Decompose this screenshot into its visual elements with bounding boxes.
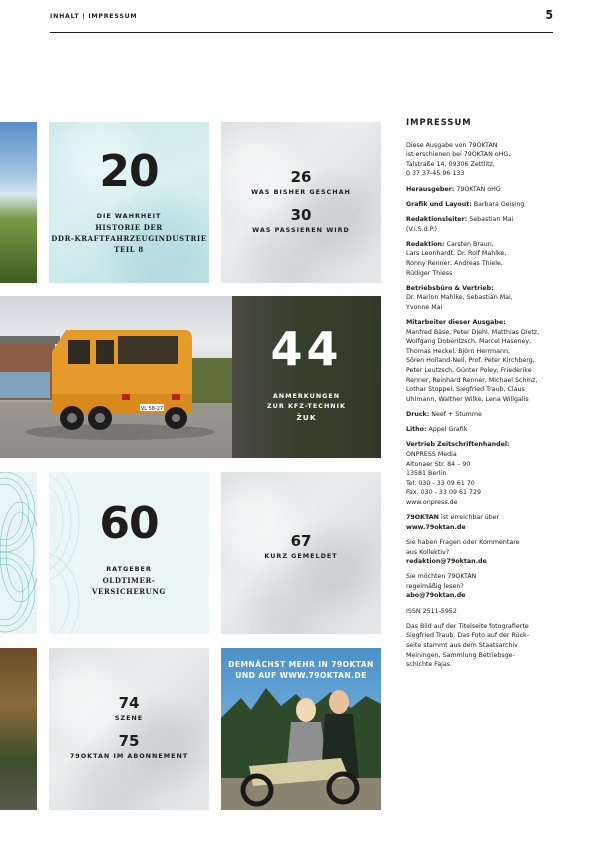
imp-label: Grafik und Layout: [406, 200, 472, 208]
imp-block-erreichbar [406, 513, 566, 532]
imp-line: (V.i.S.d.P.) [406, 225, 437, 233]
imp-line: Ronny Renner, Andreas Thiele, [406, 259, 503, 267]
imp-line: Sören Holland-Nell, Prof. Peter Kirchberg, [406, 357, 535, 365]
section-label: INHALT | IMPRESSUM [50, 13, 138, 20]
imp-block-litho [406, 425, 566, 435]
imp-block-issn [406, 607, 566, 617]
tile-title-line2: VERSICHERUNG [92, 587, 166, 596]
imp-line: Lars Leonhardt, Dr. Rolf Mahlke, [406, 250, 507, 258]
imp-block-fragen [406, 538, 566, 567]
imp-line: aus Kollektiv? [406, 548, 450, 556]
imp-line: Sie möchten 79OKTAN [406, 573, 477, 581]
imp-line: Talstraße 14, 09306 Zettlitz, [406, 160, 495, 168]
imp-line: Dr. Marion Mahlke, Sebastian Mai, [406, 294, 513, 302]
imp-line: Meiningen, Sammlung Betriebsge- [406, 651, 515, 659]
promo-line1: DEMNÄCHST MEHR IN 79OKTAN [228, 660, 374, 669]
imp-label: Redaktionsleiter: [406, 215, 468, 223]
imp-line: Siegfried Traub. Das Foto auf der Rück- [406, 632, 529, 640]
imp-line: Appel Grafik [426, 426, 468, 434]
imp-label: Mitarbeiter dieser Ausgabe: [406, 319, 506, 327]
imp-line: Diese Ausgabe von 79OKTAN [406, 141, 498, 149]
tile-line1: ANMERKUNGEN [272, 392, 341, 400]
promo-tile[interactable] [221, 648, 381, 810]
imp-line: Rüdiger Thiess [406, 269, 453, 277]
tile-label-26: WAS BISHER GESCHAH [251, 188, 351, 196]
imp-label: Vertrieb Zeitschriftenhandel: [406, 441, 510, 449]
imp-line: Fax. 030 - 33 09 61 729 [406, 489, 481, 497]
imp-line: Manfred Bäse, Peter Diehl, Matthias Dietz, [406, 328, 540, 336]
imp-line: Peter Leutzsch, Günter Poley, Friederike [406, 367, 532, 375]
tile-line2: ZUR KFZ-TECHNIK [267, 402, 346, 410]
tile-67-kurz-gemeldet[interactable] [221, 472, 381, 634]
impressum-column [406, 118, 566, 675]
imp-line: Das Bild auf der Titelseite fotografierte [406, 622, 529, 630]
tile-number-26: 26 [290, 168, 312, 186]
promo-line2: UND AUF WWW.79OKTAN.DE [235, 671, 367, 680]
imp-line: 0 37 37-45 96 133 [406, 170, 465, 178]
tile-label-74: SZENE [114, 714, 144, 722]
tile-number: 20 [99, 146, 159, 197]
tile-number-30: 30 [290, 206, 312, 224]
imp-block-redaktion [406, 240, 566, 278]
license-plate: VL 58-27 [140, 406, 164, 412]
imp-block-bildnachweis [406, 622, 566, 670]
imp-line: Neef + Stumme [429, 411, 482, 418]
imp-line: Carsten Braun, [444, 240, 494, 248]
imp-label: Herausgeber: [406, 185, 455, 193]
imp-line: ist erschienen bei 79OKTAN oHG, [406, 151, 511, 159]
imp-line: schichte Fajas. [406, 661, 453, 669]
website-link[interactable]: www.79oktan.de [406, 523, 466, 531]
imp-label: Druck: [406, 411, 430, 418]
imp-line: Sie haben Fragen oder Kommentare [406, 538, 520, 546]
imp-line: Wolfgang Doberitzsch, Marcel Haseney, [406, 338, 532, 346]
tile-zuk-photo[interactable] [0, 296, 232, 458]
tile-label-75: 79OKTAN IM ABONNEMENT [69, 752, 189, 760]
imp-label: Redaktion: [406, 240, 445, 248]
imp-line: Renner, Reinhard Renner, Michael Schinz, [406, 376, 538, 384]
imp-label: 79OKTAN [406, 514, 439, 522]
website-link[interactable]: www.onpress.de [406, 498, 458, 506]
imp-line: 13581 Berlin [406, 470, 447, 478]
imp-block-vertrieb [406, 284, 566, 313]
imp-block-druck [406, 410, 566, 420]
imp-line: Thomas Heckel, Björn Herrmann, [406, 347, 511, 355]
imp-line: Sebastian Mai [467, 215, 514, 223]
page-number: 5 [545, 8, 553, 22]
imp-line: ISSN 2511-5952 [406, 607, 457, 615]
tile-number: 67 [290, 532, 312, 550]
imp-label: Betriebsbüro & Vertrieb: [406, 284, 494, 292]
guilloche-pattern [0, 472, 37, 634]
imp-label: Litho: [406, 426, 427, 434]
tile-60-versicherung[interactable] [49, 472, 209, 634]
imp-block-redaktionsleiter [406, 215, 566, 234]
tile-44-zuk[interactable] [232, 296, 381, 458]
redaktion-email-link[interactable]: redaktion@79oktan.de [406, 558, 487, 566]
imp-line: Tel. 030 - 33 09 61 70 [406, 479, 475, 487]
impressum-title: IMPRESSUM [406, 117, 472, 127]
imp-block-herausgeber [406, 185, 566, 195]
imp-block-grafik [406, 200, 566, 210]
tile-title-line2: DDR-KRAFTFAHRZEUGINDUSTRIE [51, 234, 207, 243]
tile-guilloche-left[interactable] [0, 472, 37, 634]
imp-line: Lothar Stoppel, Siegfried Traub, Claus [406, 386, 525, 394]
imp-line: Altonaer Str. 84 – 90 [406, 460, 471, 468]
header-rule [50, 32, 553, 33]
imp-line: ist erreichbar über [438, 514, 500, 522]
tile-label: KURZ GEMELDET [264, 552, 338, 560]
tile-number-74: 74 [118, 694, 140, 712]
tile-line3: ŽUK [296, 413, 317, 422]
tile-label-30: WAS PASSIEREN WIRD [252, 226, 350, 234]
tile-kicker: DIE WAHRHEIT [96, 212, 162, 220]
guilloche-background [49, 472, 209, 634]
tile-kicker: RATGEBER [106, 565, 152, 573]
imp-line: Barbara Geising [471, 200, 525, 208]
tile-part: TEIL 8 [114, 245, 144, 254]
imp-block-zeitschriftenhandel [406, 440, 566, 507]
imp-block-abo [406, 572, 566, 601]
tile-number: 44 [270, 322, 343, 376]
imp-block-intro [406, 141, 566, 179]
tile-number: 60 [99, 498, 159, 549]
tile-20-historie[interactable] [49, 122, 209, 283]
abo-email-link[interactable]: abo@79oktan.de [406, 592, 466, 600]
tile-title-line1: HISTORIE DER [95, 223, 163, 232]
tile-number-75: 75 [118, 732, 140, 750]
imp-line: ONPRESS Media [406, 450, 457, 458]
imp-line: regelmäßig lesen? [406, 582, 464, 590]
tile-scene-left[interactable] [0, 648, 37, 810]
tile-landscape-left[interactable] [0, 122, 37, 283]
imp-line: 79OKTAN oHG [454, 185, 501, 193]
imp-line: Uhlmann, Walther Wilke, Lena Willgalis [406, 395, 529, 403]
imp-line: Yvonne Mai [406, 303, 443, 311]
imp-block-mitarbeiter [406, 318, 566, 404]
tile-74-75[interactable] [49, 648, 209, 810]
zuk-van-illustration [0, 296, 232, 458]
tile-26-30[interactable] [221, 122, 381, 283]
tile-title-line1: OLDTIMER- [102, 576, 156, 585]
imp-line: seite stammt aus dem Staatsarchiv [406, 642, 518, 650]
